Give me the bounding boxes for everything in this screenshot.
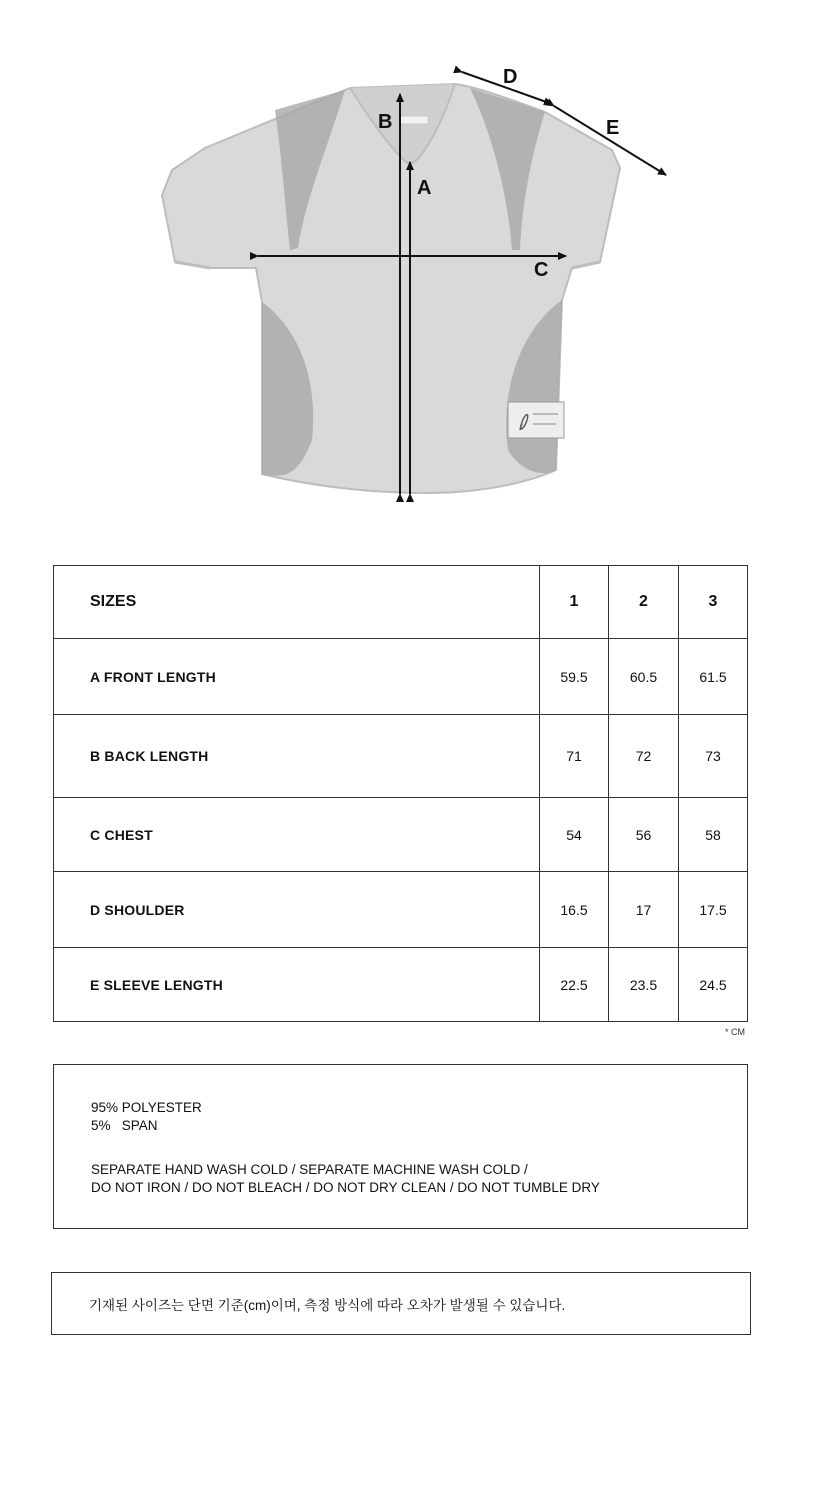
label-c: C <box>534 259 549 281</box>
label-e: E <box>606 117 620 139</box>
composition-line: 5% SPAN <box>91 1118 158 1133</box>
table-cell: 22.5 <box>540 948 609 1022</box>
table-cell: 61.5 <box>679 639 748 715</box>
table-cell: 17 <box>609 872 679 948</box>
measurement-note-box <box>51 1272 751 1335</box>
care-line: SEPARATE HAND WASH COLD / SEPARATE MACHINE WASH COLD / <box>91 1162 528 1177</box>
table-row <box>54 798 748 872</box>
measurement-diagram <box>0 0 834 520</box>
table-cell: 24.5 <box>679 948 748 1022</box>
table-cell: 60.5 <box>609 639 679 715</box>
row-label-shoulder: D SHOULDER <box>54 872 540 948</box>
table-row <box>54 872 748 948</box>
composition-line: 95% POLYESTER <box>91 1100 202 1115</box>
neck-tag <box>398 116 428 124</box>
unit-note: * CM <box>725 1027 745 1037</box>
table-cell: 73 <box>679 715 748 798</box>
table-cell: 54 <box>540 798 609 872</box>
table-row <box>54 715 748 798</box>
table-cell: 71 <box>540 715 609 798</box>
label-d: D <box>503 66 518 88</box>
table-cell: 16.5 <box>540 872 609 948</box>
row-label-sleeve-length: E SLEEVE LENGTH <box>54 948 540 1022</box>
size-table-header <box>54 566 748 639</box>
sizes-header-label: SIZES <box>54 566 540 639</box>
row-label-front-length: A FRONT LENGTH <box>54 639 540 715</box>
table-cell: 59.5 <box>540 639 609 715</box>
size-header-2: 2 <box>609 566 679 639</box>
table-cell: 72 <box>609 715 679 798</box>
size-header-1: 1 <box>540 566 609 639</box>
table-cell: 17.5 <box>679 872 748 948</box>
table-row <box>54 948 748 1022</box>
care-line: DO NOT IRON / DO NOT BLEACH / DO NOT DRY CLEAN / DO NOT TUMBLE DRY <box>91 1180 600 1195</box>
row-label-chest: C CHEST <box>54 798 540 872</box>
table-cell: 58 <box>679 798 748 872</box>
fabric-care-box <box>53 1064 748 1229</box>
size-header-3: 3 <box>679 566 748 639</box>
label-b: B <box>378 111 393 133</box>
row-label-back-length: B BACK LENGTH <box>54 715 540 798</box>
table-row <box>54 639 748 715</box>
table-cell: 56 <box>609 798 679 872</box>
table-cell: 23.5 <box>609 948 679 1022</box>
measurement-note-text: 기재된 사이즈는 단면 기준(cm)이며, 측정 방식에 따라 오차가 발생될 수 있습니다. <box>89 1298 566 1313</box>
size-table <box>53 565 748 1022</box>
label-a: A <box>417 177 432 199</box>
brand-tag-icon <box>508 402 564 438</box>
